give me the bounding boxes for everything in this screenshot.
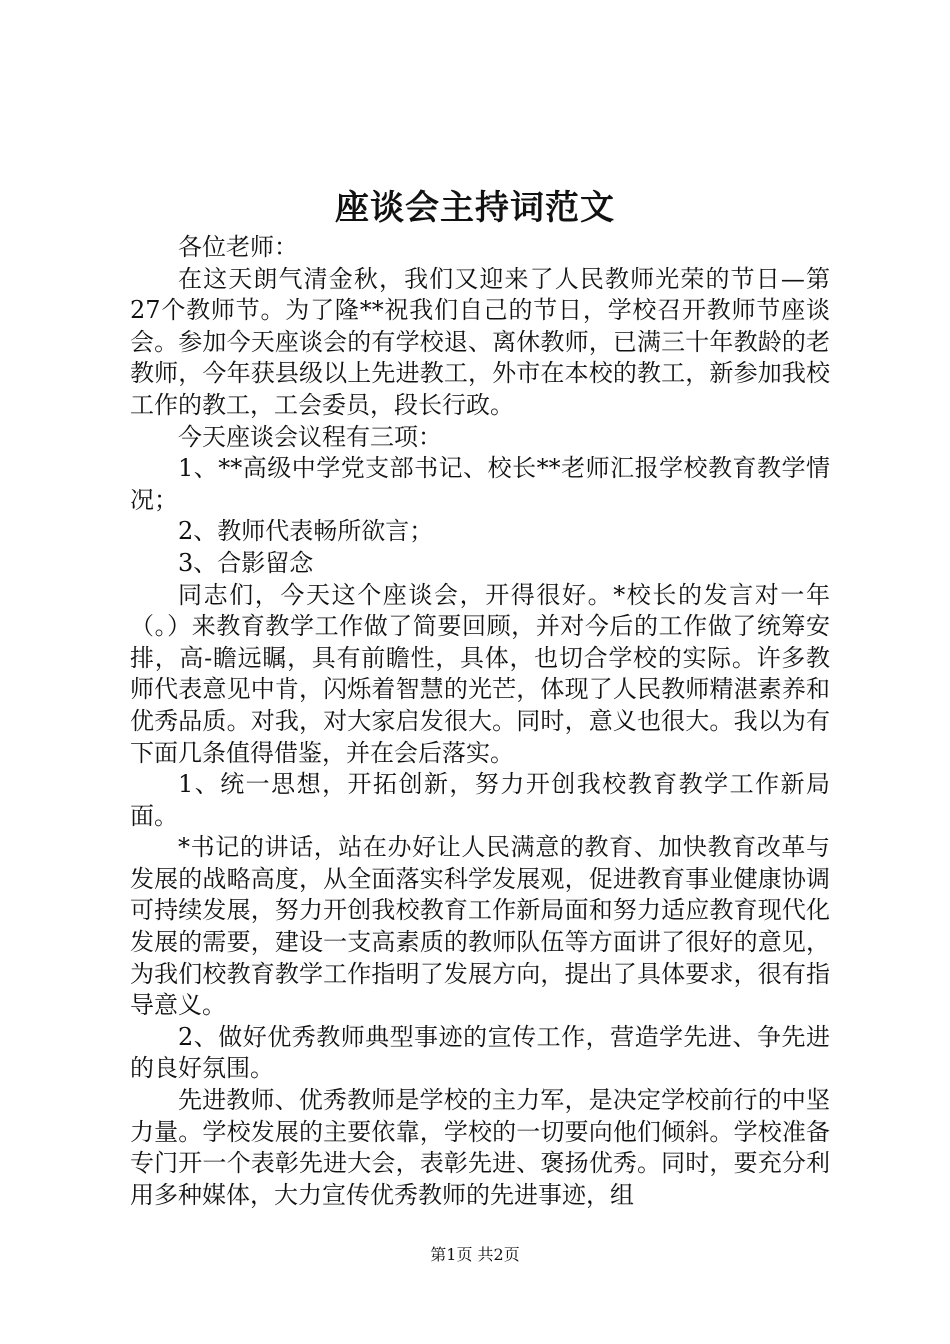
paragraph-point-1-detail: *书记的讲话，站在办好让人民满意的教育、加快教育改革与发展的战略高度，从全面落实科学发展观，促进教育事业健康协调可持续发展，努力开创我校教育工作新局面和努力适应教育现代化发展的需要，建设一支高素质的教师队伍等方面讲了很好的意见，为我们校教育教学工作指明了发展方向，提出了具体要求，很有指导意义。 bbox=[130, 833, 830, 1020]
paragraph-summary: 同志们，今天这个座谈会，开得很好。*校长的发言对一年（。）来教育教学工作做了简要回顾，并对今后的工作做了统筹安排，高-瞻远瞩，具有前瞻性，具体，也切合学校的实际。许多教师代表意见中肯，闪烁着智慧的光芒，体现了人民教师精湛素养和优秀品质。对我，对大家启发很大。同时，意义也很大。我以为有下面几条值得借鉴，并在会后落实。 bbox=[130, 580, 830, 767]
paragraph-agenda-item-1: 1、**高级中学党支部书记、校长**老师汇报学校教育教学情况； bbox=[130, 454, 830, 514]
paragraph-point-2-detail: 先进教师、优秀教师是学校的主力军，是决定学校前行的中坚力量。学校发展的主要依靠，学校的一切要向他们倾斜。学校准备专门开一个表彰先进大会，表彰先进、褒扬优秀。同时，要充分利用多种媒体，大力宣传优秀教师的先进事迹，组 bbox=[130, 1086, 830, 1209]
paragraph-agenda-item-3: 3、合影留念 bbox=[178, 548, 314, 577]
page-footer: 第1页 共2页 bbox=[430, 1245, 520, 1264]
paragraph-agenda-item-2: 2、教师代表畅所欲言； bbox=[178, 517, 434, 546]
document-body bbox=[130, 232, 830, 1211]
paragraph-opening: 在这天朗气清金秋，我们又迎来了人民教师光荣的节日—第27个教师节。为了隆**祝我们自己的节日，学校召开教师节座谈会。参加今天座谈会的有学校退、离休教师，已满三十年教龄的老教师，今年获县级以上先进教工，外市在本校的教工，新参加我校工作的教工，工会委员，段长行政。 bbox=[130, 264, 830, 419]
paragraph-salutation: 各位老师： bbox=[178, 233, 298, 261]
paragraph-point-1: 1、统一思想，开拓创新，努力开创我校教育教学工作新局面。 bbox=[130, 770, 830, 830]
document-title: 座谈会主持词范文 bbox=[335, 188, 615, 228]
paragraph-agenda-intro: 今天座谈会议程有三项： bbox=[178, 422, 442, 451]
paragraph-point-2: 2、做好优秀教师典型事迹的宣传工作，营造学先进、争先进的良好氛围。 bbox=[130, 1022, 830, 1083]
